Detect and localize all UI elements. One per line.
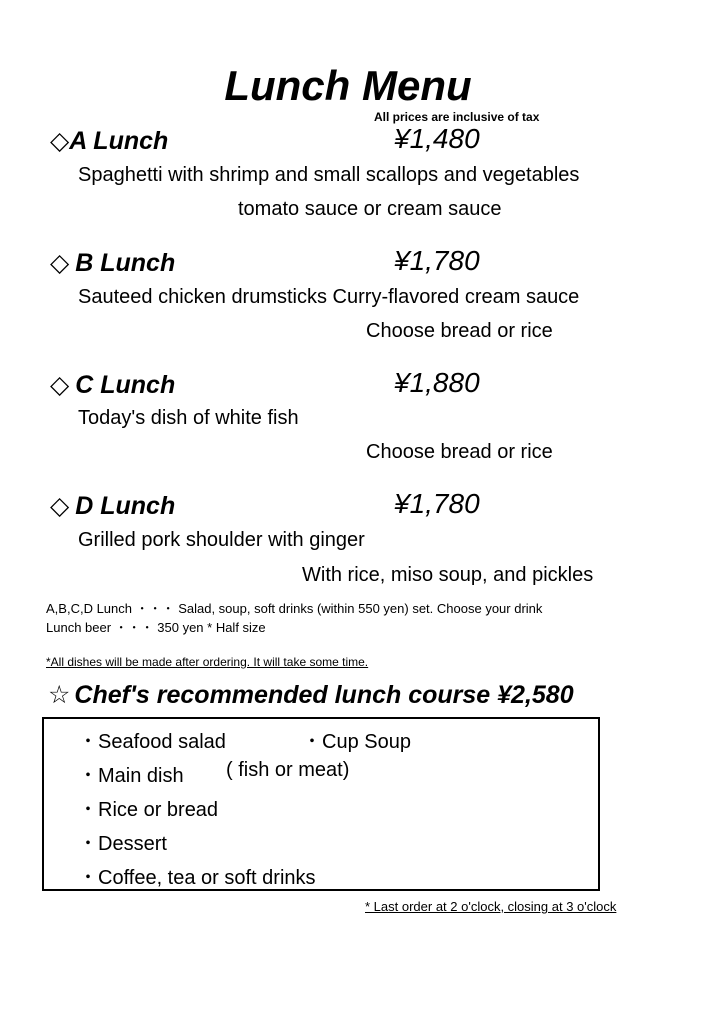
page-title: Lunch Menu [224,62,472,109]
order-note: *All dishes will be made after ordering. It will take some time. [46,655,369,669]
lunch-d-option: With rice, miso soup, and pickles [302,564,594,586]
course-item-dessert: ・Dessert [78,833,167,855]
star-icon: ☆ [48,681,71,709]
last-order-note: * Last order at 2 o'clock, closing at 3 o'clock [365,899,617,914]
lunch-b-name: ◇ B Lunch [50,249,176,277]
course-item-drinks: ・Coffee, tea or soft drinks [78,867,316,889]
course-item-main-choice: ( fish or meat) [226,759,350,781]
diamond-icon: ◇ [50,371,70,399]
diamond-icon: ◇ [50,492,70,520]
diamond-icon: ◇ [50,127,70,155]
lunch-b-option: Choose bread or rice [366,320,553,342]
course-item-soup: ・Cup Soup [302,731,411,753]
course-item-salad: ・Seafood salad [78,731,226,753]
lunch-d-description: Grilled pork shoulder with ginger [78,529,365,551]
tax-note: All prices are inclusive of tax [374,110,540,124]
lunch-b-price: ¥1,780 [394,245,480,276]
course-title: ☆ Chef's recommended lunch course ¥2,580 [48,681,574,709]
course-item-rice: ・Rice or bread [78,799,219,821]
beer-note: Lunch beer ・・・ 350 yen * Half size [46,620,266,635]
lunch-a-option: tomato sauce or cream sauce [238,198,502,220]
lunch-c-option: Choose bread or rice [366,441,553,463]
course-item-main: ・Main dish [78,765,184,787]
lunch-a-name: ◇A Lunch [50,127,169,155]
lunch-c-name: ◇ C Lunch [50,371,176,399]
lunch-d-price: ¥1,780 [394,488,480,519]
lunch-a-description: Spaghetti with shrimp and small scallops and vegetables [78,164,580,186]
lunch-c-description: Today's dish of white fish [78,407,299,429]
lunch-a-price: ¥1,480 [394,123,480,154]
lunch-b-description: Sauteed chicken drumsticks Curry-flavored cream sauce [78,286,580,308]
set-note: A,B,C,D Lunch ・・・ Salad, soup, soft drinks (within 550 yen) set. Choose your drink [46,601,543,616]
lunch-c-price: ¥1,880 [394,367,480,398]
diamond-icon: ◇ [50,249,70,277]
lunch-d-name: ◇ D Lunch [50,492,176,520]
